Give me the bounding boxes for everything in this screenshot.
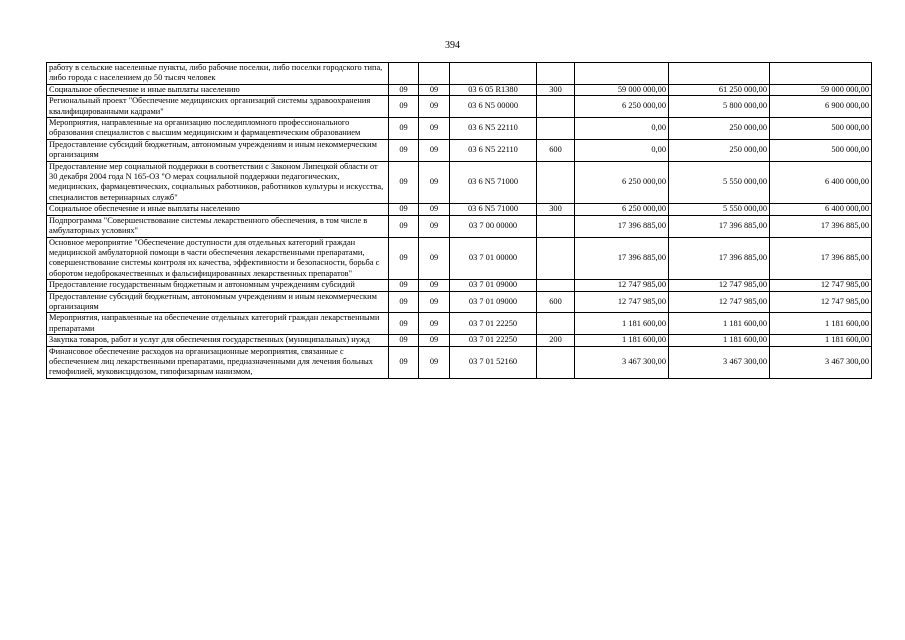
cell-subsection: 09 (419, 335, 450, 346)
cell-amount-1: 6 250 000,00 (575, 96, 669, 118)
cell-amount-3: 1 181 600,00 (770, 335, 872, 346)
cell-amount-2: 250 000,00 (669, 139, 770, 161)
cell-amount-1: 3 467 300,00 (575, 346, 669, 378)
cell-amount-1: 6 250 000,00 (575, 161, 669, 204)
cell-amount-2: 1 181 600,00 (669, 335, 770, 346)
cell-amount-3: 6 400 000,00 (770, 161, 872, 204)
cell-expense-type (537, 215, 575, 237)
cell-section: 09 (389, 96, 419, 118)
cell-section: 09 (389, 291, 419, 313)
cell-amount-3: 12 747 985,00 (770, 280, 872, 291)
budget-table (46, 62, 872, 379)
cell-expense-type (537, 237, 575, 280)
table-row (47, 84, 872, 95)
cell-expense-type (537, 280, 575, 291)
cell-amount-3: 59 000 000,00 (770, 84, 872, 95)
cell-amount-2: 3 467 300,00 (669, 346, 770, 378)
cell-subsection: 09 (419, 291, 450, 313)
cell-target-article: 03 6 N5 71000 (450, 161, 537, 204)
cell-section: 09 (389, 84, 419, 95)
cell-name: Финансовое обеспечение расходов на организационные мероприятия, связанные с обеспечением лиц лекарственными препаратами, предназначенными для лечения больных гемофилией, муковисцидозом, гипофизарным нанизмом, (47, 346, 389, 378)
cell-expense-type: 300 (537, 204, 575, 215)
cell-amount-3: 1 181 600,00 (770, 313, 872, 335)
table-row (47, 237, 872, 280)
cell-amount-3: 12 747 985,00 (770, 291, 872, 313)
cell-amount-2: 250 000,00 (669, 118, 770, 140)
cell-section: 09 (389, 313, 419, 335)
cell-amount-1 (575, 63, 669, 85)
cell-target-article: 03 7 01 09000 (450, 280, 537, 291)
cell-subsection: 09 (419, 313, 450, 335)
cell-amount-2: 12 747 985,00 (669, 291, 770, 313)
cell-subsection: 09 (419, 84, 450, 95)
table-row (47, 96, 872, 118)
cell-name: Подпрограмма "Совершенствование системы лекарственного обеспечения, в том числе в амбулаторных условиях" (47, 215, 389, 237)
cell-expense-type (537, 313, 575, 335)
cell-amount-1: 0,00 (575, 139, 669, 161)
cell-name: работу в сельские населенные пункты, либо рабочие поселки, либо поселки городского типа, либо города с населением до 50 тысяч человек (47, 63, 389, 85)
table-row (47, 63, 872, 85)
cell-target-article: 03 7 00 00000 (450, 215, 537, 237)
cell-target-article: 03 7 01 52160 (450, 346, 537, 378)
cell-target-article: 03 7 01 09000 (450, 291, 537, 313)
table-row (47, 280, 872, 291)
cell-amount-2 (669, 63, 770, 85)
cell-section: 09 (389, 118, 419, 140)
cell-expense-type (537, 118, 575, 140)
table-row (47, 335, 872, 346)
cell-section: 09 (389, 215, 419, 237)
cell-amount-3 (770, 63, 872, 85)
page-number: 394 (445, 40, 460, 51)
cell-amount-2: 61 250 000,00 (669, 84, 770, 95)
cell-amount-3: 500 000,00 (770, 118, 872, 140)
table-row (47, 313, 872, 335)
cell-name: Социальное обеспечение и иные выплаты населению (47, 84, 389, 95)
cell-amount-3: 17 396 885,00 (770, 215, 872, 237)
cell-subsection: 09 (419, 280, 450, 291)
cell-target-article: 03 6 N5 22110 (450, 118, 537, 140)
table-row (47, 215, 872, 237)
cell-amount-2: 5 800 000,00 (669, 96, 770, 118)
table-row (47, 204, 872, 215)
cell-expense-type (537, 161, 575, 204)
cell-section: 09 (389, 204, 419, 215)
cell-section: 09 (389, 335, 419, 346)
cell-amount-1: 12 747 985,00 (575, 291, 669, 313)
cell-expense-type: 600 (537, 291, 575, 313)
cell-amount-2: 17 396 885,00 (669, 215, 770, 237)
cell-amount-1: 17 396 885,00 (575, 215, 669, 237)
cell-subsection: 09 (419, 346, 450, 378)
cell-subsection (419, 63, 450, 85)
cell-amount-3: 17 396 885,00 (770, 237, 872, 280)
table-body (47, 63, 872, 379)
cell-target-article: 03 7 01 22250 (450, 335, 537, 346)
cell-subsection: 09 (419, 96, 450, 118)
cell-section: 09 (389, 139, 419, 161)
cell-subsection: 09 (419, 161, 450, 204)
cell-expense-type (537, 346, 575, 378)
cell-target-article: 03 6 05 R1380 (450, 84, 537, 95)
cell-amount-1: 59 000 000,00 (575, 84, 669, 95)
cell-name: Предоставление субсидий бюджетным, автономным учреждениям и иным некоммерческим организациям (47, 291, 389, 313)
cell-subsection: 09 (419, 204, 450, 215)
cell-subsection: 09 (419, 215, 450, 237)
cell-name: Предоставление субсидий бюджетным, автономным учреждениям и иным некоммерческим организациям (47, 139, 389, 161)
cell-section: 09 (389, 161, 419, 204)
cell-name: Предоставление мер социальной поддержки в соответствии с Законом Липецкой области от 30 декабря 2004 года N 165-ОЗ "О мерах социальной поддержки педагогических, медицинских, фармацевтических, социальных работников, работников культуры и искусства, специалистов ветеринарных служб" (47, 161, 389, 204)
table-row (47, 161, 872, 204)
cell-amount-1: 6 250 000,00 (575, 204, 669, 215)
cell-amount-3: 6 900 000,00 (770, 96, 872, 118)
cell-expense-type: 600 (537, 139, 575, 161)
cell-target-article: 03 6 N5 71000 (450, 204, 537, 215)
cell-subsection: 09 (419, 118, 450, 140)
cell-amount-2: 12 747 985,00 (669, 280, 770, 291)
cell-expense-type (537, 96, 575, 118)
cell-amount-2: 5 550 000,00 (669, 204, 770, 215)
cell-target-article: 03 7 01 22250 (450, 313, 537, 335)
cell-amount-1: 17 396 885,00 (575, 237, 669, 280)
cell-name: Региональный проект "Обеспечение медицинских организаций системы здравоохранения квалифицированными кадрами" (47, 96, 389, 118)
cell-name: Социальное обеспечение и иные выплаты населению (47, 204, 389, 215)
table-row (47, 291, 872, 313)
cell-name: Мероприятия, направленные на организацию последипломного профессионального образования специалистов с высшим медицинским и фармацевтическим образованием (47, 118, 389, 140)
cell-amount-3: 500 000,00 (770, 139, 872, 161)
cell-target-article (450, 63, 537, 85)
cell-name: Мероприятия, направленные на обеспечение отдельных категорий граждан лекарственными препаратами (47, 313, 389, 335)
cell-name: Основное мероприятие "Обеспечение доступности для отдельных категорий граждан медицинской амбулаторной помощи в части обеспечения лекарственными препаратами, совершенствование системы контроля их качества, эффективности и безопасности, борьба с оборотом недоброкачественных и фальсифицированных лекарственных препаратов" (47, 237, 389, 280)
cell-amount-1: 1 181 600,00 (575, 313, 669, 335)
cell-section (389, 63, 419, 85)
cell-target-article: 03 7 01 00000 (450, 237, 537, 280)
cell-expense-type (537, 63, 575, 85)
cell-amount-2: 17 396 885,00 (669, 237, 770, 280)
cell-subsection: 09 (419, 237, 450, 280)
cell-amount-3: 6 400 000,00 (770, 204, 872, 215)
cell-section: 09 (389, 346, 419, 378)
table-row (47, 346, 872, 378)
cell-target-article: 03 6 N5 00000 (450, 96, 537, 118)
cell-name: Предоставление государственным бюджетным и автономным учреждениям субсидий (47, 280, 389, 291)
cell-name: Закупка товаров, работ и услуг для обеспечения государственных (муниципальных) нужд (47, 335, 389, 346)
cell-subsection: 09 (419, 139, 450, 161)
cell-amount-1: 12 747 985,00 (575, 280, 669, 291)
table-row (47, 139, 872, 161)
cell-amount-2: 1 181 600,00 (669, 313, 770, 335)
cell-amount-1: 0,00 (575, 118, 669, 140)
cell-amount-3: 3 467 300,00 (770, 346, 872, 378)
table-row (47, 118, 872, 140)
cell-amount-2: 5 550 000,00 (669, 161, 770, 204)
cell-expense-type: 200 (537, 335, 575, 346)
cell-section: 09 (389, 237, 419, 280)
cell-target-article: 03 6 N5 22110 (450, 139, 537, 161)
cell-section: 09 (389, 280, 419, 291)
cell-expense-type: 300 (537, 84, 575, 95)
cell-amount-1: 1 181 600,00 (575, 335, 669, 346)
